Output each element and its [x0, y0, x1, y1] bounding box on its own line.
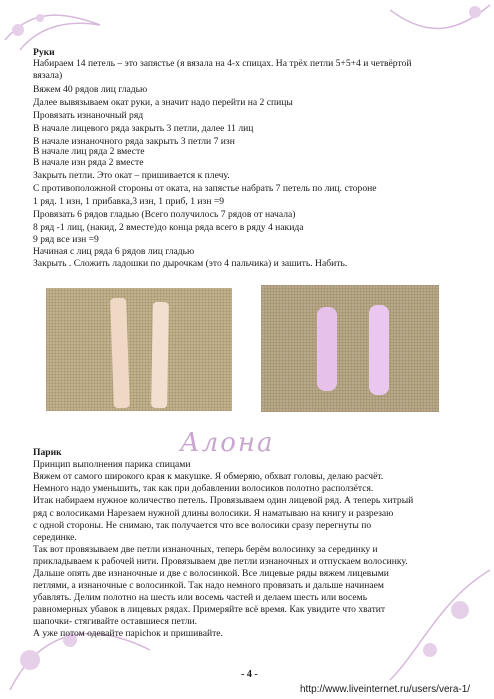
- section-title-arms: Руки: [33, 47, 55, 58]
- text-line: равномерных убавок в лицевых рядах. Примеряйте всё время. Как увидите что хватит: [33, 604, 386, 615]
- text-line: Закрыть . Сложить ладошки по дырочкам (это 4 пальчика) и зашить. Набить.: [33, 258, 348, 269]
- text-line: Провязать изнаночный ряд: [33, 110, 144, 121]
- text-line: Дальше опять две изнаночные и две с волосинкой. Все лицевые ряды вяжем лицевыми: [33, 568, 389, 579]
- text-line: Далее вывязываем окат руки, а значит надо перейти на 2 спицы: [33, 97, 293, 108]
- text-line: ряд с волосиками Нарезаем нужной длины волосики. Я наматываю на книгу и разрезаю: [33, 508, 394, 519]
- text-line: 8 ряд -1 лиц, (накид, 2 вместе)до конца ряда всего в ряду 4 накида: [33, 222, 304, 233]
- page-number: - 4 -: [241, 669, 258, 680]
- text-line: С противоположной стороны от оката, на запястье набрать 7 петель по лиц. стороне: [33, 183, 377, 194]
- section-title-wig: Парик: [33, 447, 62, 458]
- text-line: Вяжем 40 рядов лиц гладью: [33, 84, 148, 95]
- floral-ornament-bottom-right: [380, 560, 494, 690]
- text-line: Итак набираем нужное количество петель. Провязываем один лицевой ряд. А теперь хитрый: [33, 495, 414, 506]
- text-line: Начиная с лиц ряда 6 рядов лиц гладью: [33, 246, 195, 257]
- text-line: петлями, а изнаночные с волосинкой. Так надо немного провязать и дальше начинаем: [33, 580, 384, 591]
- text-line: 9 ряд все изн =9: [33, 234, 99, 245]
- floral-ornament-top-left: [0, 0, 120, 60]
- photo-arms-pink: [261, 285, 439, 412]
- text-line: Закрыть петли. Это окат – пришивается к плечу.: [33, 170, 230, 181]
- text-line: шапочки- стягивайте оставшиеся петли.: [33, 616, 198, 627]
- text-line: убавлять. Делим полотно на шесть или восемь частей и делаем шесть или восемь: [33, 592, 368, 603]
- text-line: В начале изн ряда 2 вместе: [33, 157, 144, 168]
- knitted-arm-left: [110, 298, 130, 408]
- text-line: В начале лиц ряда 2 вместе: [33, 146, 145, 157]
- text-line: 1 ряд. 1 изн, 1 прибавка,3 изн, 1 приб, 1 изн =9: [33, 196, 225, 207]
- floral-ornament-top-right: [390, 0, 494, 50]
- text-line: серединке.: [33, 532, 77, 543]
- text-line: вязала): [33, 70, 63, 81]
- text-line: Вяжем от самого широкого края к макушке. Я обмеряю, обхват головы, делаю расчёт.: [33, 471, 384, 482]
- text-line: Немного надо уменьшить, так как при добавлении волосиков полотно расползётся.: [33, 483, 374, 494]
- knitted-arm-right: [151, 302, 169, 408]
- text-line: Так вот провязываем две петли изнаночных, теперь берём волосинку за серединку и: [33, 544, 378, 555]
- text-line: прикладываем к рабочей нити. Провязываем две петли изнаночных и отпускаем волосинку.: [33, 556, 408, 567]
- text-line: Принцип выполнения парика спицами: [33, 459, 191, 470]
- photo-arms-beige: [46, 288, 232, 411]
- text-line: В начале лицевого ряда закрыть 3 петли, далее 11 лиц: [33, 123, 254, 134]
- text-line: с одной стороны. Не снимаю, так получается что все волосики сразу перегнуты по: [33, 520, 372, 531]
- text-line: Набираем 14 петель – это запястье (я вязала на 4-х спицах. На трёх петли 5+5+4 и четвёртой: [33, 58, 412, 69]
- footer-url[interactable]: http://www.liveinternet.ru/users/vera-1/: [300, 684, 471, 695]
- signature-watermark: Алона: [180, 428, 275, 458]
- knitted-arm-right: [369, 305, 389, 395]
- text-line: Провязать 6 рядов гладью (Всего получилось 7 рядов от начала): [33, 209, 296, 220]
- text-line: А уже потом одевайте парichок и пришивайте.: [33, 628, 223, 639]
- knitted-arm-left: [317, 307, 337, 391]
- text-line: В начале изнаночного ряда закрыть 3 петли 7 изн: [33, 136, 235, 147]
